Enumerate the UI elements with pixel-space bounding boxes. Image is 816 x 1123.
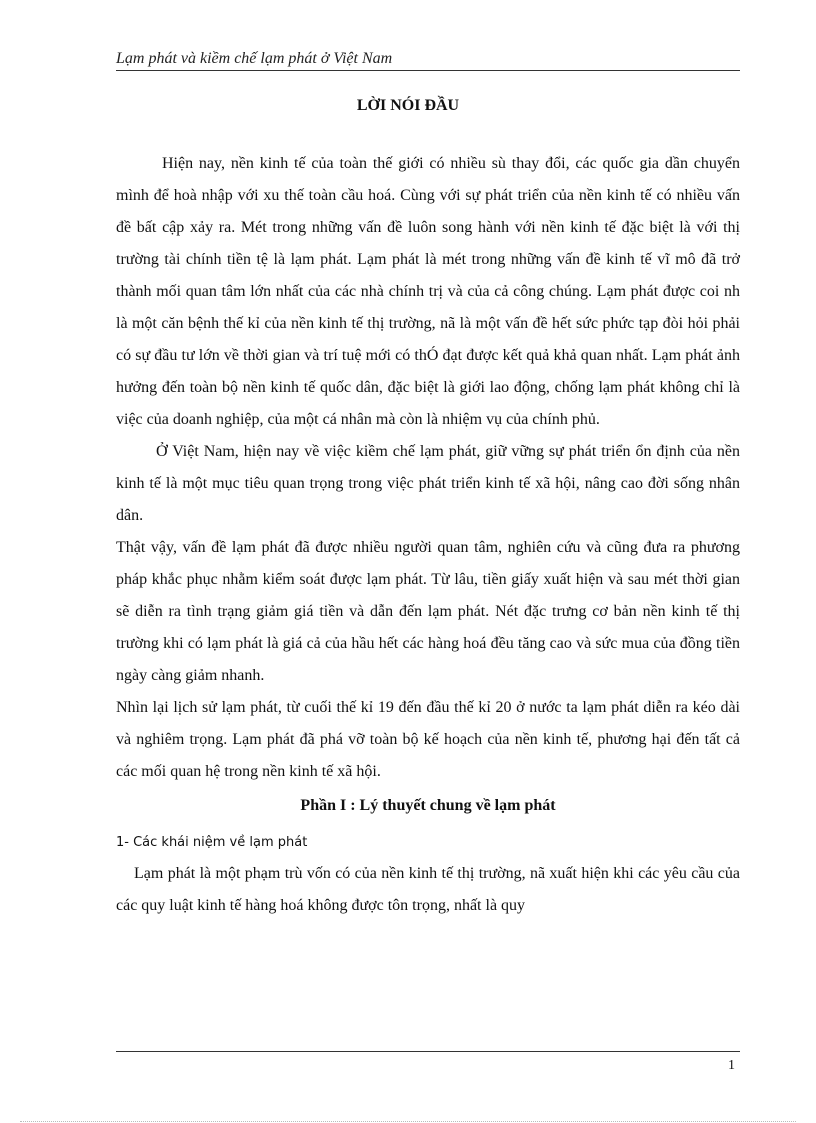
paragraph-history: Nhìn lại lịch sử lạm phát, từ cuối thế kỉ 19 đến đầu thế kỉ 20 ở nước ta lạm phát diễn ra kéo dài và nghiêm trọng. Lạm phát đã phá vỡ toàn bộ kế hoạch của nền kinh tế, phương hại đến tất cả các mối quan hệ trong nền kinh tế xã hội. <box>116 699 740 780</box>
footer-rule <box>116 1051 740 1052</box>
paragraph-research: Thật vậy, vấn đề lạm phát đã được nhiều người quan tâm, nghiên cứu và cũng đưa ra phương pháp khắc phục nhằm kiểm soát được lạm phát. Từ lâu, tiền giấy xuất hiện và sau mét thời gian sẽ diễn ra tình trạng giảm giá tiền và dẫn đến lạm phát. Nét đặc trưng cơ bản nền kinh tế thị trường khi có lạm phát là giá cả của hầu hết các hàng hoá đều tăng cao và sức mua của đồng tiền ngày càng giảm nhanh. <box>116 539 740 684</box>
header-rule <box>116 70 740 71</box>
subsection-title: 1- Các khái niệm về lạm phát <box>116 835 308 850</box>
paragraph-vietnam: Ở Việt Nam, hiện nay về việc kiềm chế lạm phát, giữ vững sự phát triển ổn định của nền kinh tế là một mục tiêu quan trọng trong việc phát triển kinh tế xã hội, nâng cao đời sống nhân dân. <box>116 443 740 524</box>
document-title: LỜI NÓI ĐẦU <box>356 97 460 114</box>
section-title: Phần I : Lý thuyết chung về lạm phát <box>300 797 556 814</box>
paragraph-definition: Lạm phát là một phạm trù vốn có của nền kinh tế thị trường, nã xuất hiện khi các yêu cầu của các quy luật kinh tế hàng hoá không được tôn trọng, nhất là quy <box>116 865 740 914</box>
page-bottom-border <box>20 1121 796 1122</box>
document-body <box>116 148 740 922</box>
running-header-title: Lạm phát và kiềm chế lạm phát ở Việt Nam <box>116 50 393 67</box>
paragraph-intro: Hiện nay, nền kinh tế của toàn thế giới có nhiều sù thay đổi, các quốc gia dần chuyển mình để hoà nhập với xu thế toàn cầu hoá. Cùng với sự phát triển của nền kinh tế có nhiều vấn đề bất cập xảy ra. Mét trong những vấn đề luôn song hành với nền kinh tế đặc biệt là với thị trường tài chính tiền tệ là lạm phát. Lạm phát là mét trong những vấn đề kinh tế vĩ mô đã trở thành mối quan tâm lớn nhất của các nhà chính trị và của cả công chúng. Lạm phát được coi nh là một căn bệnh thế kỉ của nền kinh tế thị trường, nã là một vấn đề hết sức phức tạp đòi hỏi phải có sự đầu tư lớn về thời gian và trí tuệ mới có thÓ đạt được kết quả khả quan nhất. Lạm phát ảnh hưởng đến toàn bộ nền kinh tế quốc dân, đặc biệt là giới lao động, chống lạm phát không chỉ là việc của doanh nghiệp, của một cá nhân mà còn là nhiệm vụ của chính phủ. <box>116 155 740 428</box>
page-number: 1 <box>728 1058 735 1073</box>
